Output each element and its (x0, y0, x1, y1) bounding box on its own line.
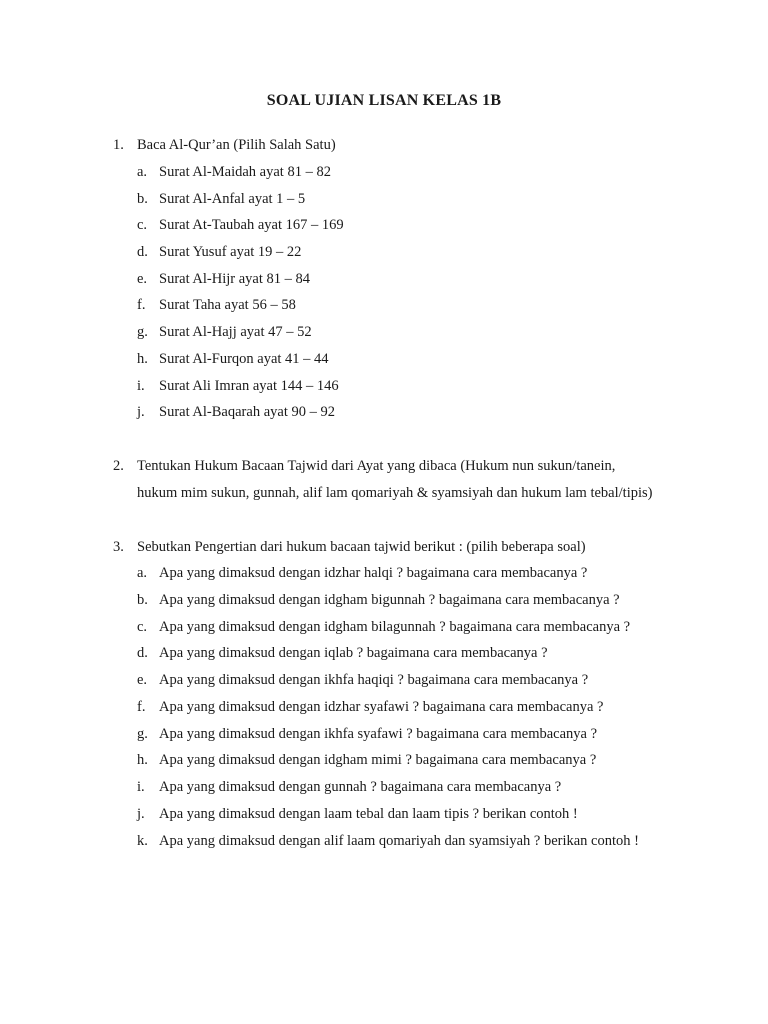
item-letter: d. (137, 244, 148, 260)
document-title: SOAL UJIAN LISAN KELAS 1B (266, 92, 502, 109)
item-text: Apa yang dimaksud dengan ikhfa syafawi ? bagaimana cara membacanya ? (159, 726, 598, 742)
item-letter: c. (137, 619, 148, 635)
item-text: Apa yang dimaksud dengan idgham mimi ? bagaimana cara membacanya ? (159, 752, 597, 768)
item-text: Surat Al-Hajj ayat 47 – 52 (159, 324, 312, 340)
question-text: Tentukan Hukum Bacaan Tajwid dari Ayat yang dibaca (Hukum nun sukun/tanein, (137, 458, 616, 474)
item-text: Surat Al-Anfal ayat 1 – 5 (159, 191, 306, 207)
item-letter: i. (137, 779, 145, 795)
item-letter: a. (137, 565, 148, 581)
item-letter: e. (137, 672, 148, 688)
item-text: Surat At-Taubah ayat 167 – 169 (159, 217, 344, 233)
item-text: Surat Al-Maidah ayat 81 – 82 (159, 164, 331, 180)
item-text: Apa yang dimaksud dengan gunnah ? bagaimana cara membacanya ? (159, 779, 562, 795)
item-text: Surat Ali Imran ayat 144 – 146 (159, 378, 339, 394)
item-text: Apa yang dimaksud dengan idgham bigunnah ? bagaimana cara membacanya ? (159, 592, 620, 608)
question-number: 2. (113, 458, 124, 474)
item-text: Surat Al-Furqon ayat 41 – 44 (159, 351, 329, 367)
item-text: Apa yang dimaksud dengan iqlab ? bagaimana cara membacanya ? (159, 645, 548, 661)
item-letter: f. (137, 699, 146, 715)
item-letter: g. (137, 324, 148, 340)
question-text-continuation: hukum mim sukun, gunnah, alif lam qomariyah & syamsiyah dan hukum lam tebal/tipis) (137, 485, 653, 501)
item-letter: h. (137, 752, 148, 768)
item-letter: j. (137, 404, 145, 420)
question-text: Baca Al-Qur’an (Pilih Salah Satu) (137, 137, 336, 153)
item-letter: b. (137, 592, 148, 608)
item-text: Apa yang dimaksud dengan idgham bilagunnah ? bagaimana cara membacanya ? (159, 619, 631, 635)
item-text: Surat Taha ayat 56 – 58 (159, 297, 296, 313)
item-letter: b. (137, 191, 148, 207)
item-letter: d. (137, 645, 148, 661)
item-text: Apa yang dimaksud dengan alif laam qomariyah dan syamsiyah ? berikan contoh ! (159, 833, 639, 849)
question-number: 1. (113, 137, 124, 153)
question-number: 3. (113, 539, 124, 555)
item-letter: f. (137, 297, 146, 313)
question-text: Sebutkan Pengertian dari hukum bacaan tajwid berikut : (pilih beberapa soal) (137, 539, 586, 555)
item-letter: e. (137, 271, 148, 287)
item-text: Apa yang dimaksud dengan idzhar syafawi ? bagaimana cara membacanya ? (159, 699, 604, 715)
item-text: Apa yang dimaksud dengan ikhfa haqiqi ? bagaimana cara membacanya ? (159, 672, 589, 688)
item-text: Surat Al-Hijr ayat 81 – 84 (159, 271, 311, 287)
item-text: Apa yang dimaksud dengan idzhar halqi ? bagaimana cara membacanya ? (159, 565, 588, 581)
item-letter: c. (137, 217, 148, 233)
item-letter: k. (137, 833, 148, 849)
item-text: Apa yang dimaksud dengan laam tebal dan laam tipis ? berikan contoh ! (159, 806, 578, 822)
item-letter: g. (137, 726, 148, 742)
item-letter: a. (137, 164, 148, 180)
item-letter: h. (137, 351, 148, 367)
item-letter: i. (137, 378, 145, 394)
item-text: Surat Al-Baqarah ayat 90 – 92 (159, 404, 335, 420)
item-text: Surat Yusuf ayat 19 – 22 (159, 244, 302, 260)
item-letter: j. (137, 806, 145, 822)
